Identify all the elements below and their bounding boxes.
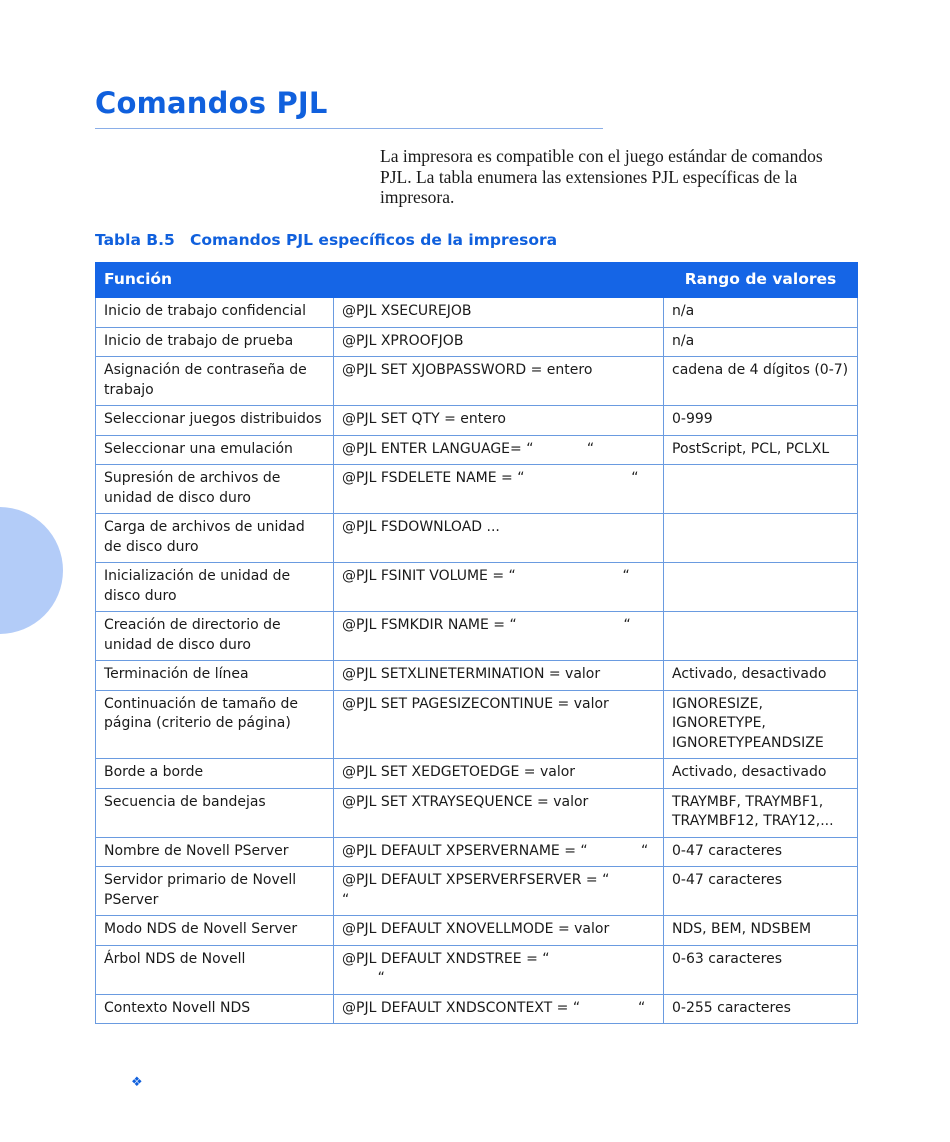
cell-funcion: Servidor primario de Novell PServer <box>96 867 334 916</box>
side-tab-circle <box>0 507 63 634</box>
cell-comando: @PJL XPROOFJOB <box>334 327 664 357</box>
title-rule <box>95 128 603 129</box>
cell-rango: 0-999 <box>664 406 858 436</box>
cell-funcion: Inicio de trabajo confidencial <box>96 298 334 328</box>
cell-rango <box>664 514 858 563</box>
cell-funcion: Carga de archivos de unidad de disco duro <box>96 514 334 563</box>
cell-funcion: Inicio de trabajo de prueba <box>96 327 334 357</box>
cell-funcion: Creación de directorio de unidad de disco duro <box>96 612 334 661</box>
cell-rango <box>664 563 858 612</box>
cell-funcion: Contexto Novell NDS <box>96 994 334 1024</box>
cell-rango: 0-63 caracteres <box>664 945 858 994</box>
cell-funcion: Continuación de tamaño de página (criterio de página) <box>96 690 334 759</box>
table-row <box>96 759 858 789</box>
cell-funcion: Secuencia de bandejas <box>96 788 334 837</box>
cell-funcion: Borde a borde <box>96 759 334 789</box>
cell-rango: 0-255 caracteres <box>664 994 858 1024</box>
cell-comando: @PJL SET QTY = entero <box>334 406 664 436</box>
cell-rango: Activado, desactivado <box>664 661 858 691</box>
cell-rango: n/a <box>664 327 858 357</box>
cell-comando: @PJL FSDOWNLOAD ... <box>334 514 664 563</box>
table-caption-text: Comandos PJL específicos de la impresora <box>190 231 558 249</box>
table-row <box>96 514 858 563</box>
table-row <box>96 465 858 514</box>
cell-comando: @PJL DEFAULT XNDSCONTEXT = “ “ <box>334 994 664 1024</box>
table-caption <box>95 231 557 249</box>
header-funcion: Función <box>96 263 334 298</box>
cell-funcion: Seleccionar juegos distribuidos <box>96 406 334 436</box>
cell-funcion: Modo NDS de Novell Server <box>96 916 334 946</box>
table-caption-number: Tabla B.5 <box>95 231 175 249</box>
table-row <box>96 867 858 916</box>
header-rango: Rango de valores <box>664 263 858 298</box>
cell-rango: 0-47 caracteres <box>664 837 858 867</box>
cell-rango: 0-47 caracteres <box>664 867 858 916</box>
cell-comando: @PJL FSINIT VOLUME = “ “ <box>334 563 664 612</box>
cell-funcion: Asignación de contraseña de trabajo <box>96 357 334 406</box>
cell-rango: IGNORESIZE, IGNORETYPE, IGNORETYPEANDSIZE <box>664 690 858 759</box>
table-row <box>96 661 858 691</box>
cell-comando: @PJL DEFAULT XNOVELLMODE = valor <box>334 916 664 946</box>
cell-funcion: Nombre de Novell PServer <box>96 837 334 867</box>
cell-funcion: Seleccionar una emulación <box>96 435 334 465</box>
cell-rango: TRAYMBF, TRAYMBF1, TRAYMBF12, TRAY12,... <box>664 788 858 837</box>
cell-funcion: Árbol NDS de Novell <box>96 945 334 994</box>
cell-funcion: Inicialización de unidad de disco duro <box>96 563 334 612</box>
cell-rango <box>664 612 858 661</box>
cell-comando: @PJL SET PAGESIZECONTINUE = valor <box>334 690 664 759</box>
cell-comando: @PJL DEFAULT XNDSTREE = “ “ <box>334 945 664 994</box>
cell-rango: Activado, desactivado <box>664 759 858 789</box>
diamond-bullet-icon: ❖ <box>131 1075 143 1090</box>
cell-comando: @PJL FSDELETE NAME = “ “ <box>334 465 664 514</box>
table-row <box>96 406 858 436</box>
cell-rango: cadena de 4 dígitos (0-7) <box>664 357 858 406</box>
cell-comando: @PJL SET XJOBPASSWORD = entero <box>334 357 664 406</box>
pjl-commands-table <box>95 262 858 1024</box>
table-row <box>96 994 858 1024</box>
table-row <box>96 563 858 612</box>
table-row <box>96 357 858 406</box>
cell-comando: @PJL DEFAULT XPSERVERFSERVER = “ “ <box>334 867 664 916</box>
cell-comando: @PJL SET XTRAYSEQUENCE = valor <box>334 788 664 837</box>
table-row <box>96 327 858 357</box>
table-header-row <box>96 263 858 298</box>
cell-rango <box>664 465 858 514</box>
table-row <box>96 837 858 867</box>
table-row <box>96 945 858 994</box>
page-title: Comandos PJL <box>95 86 328 120</box>
cell-comando: @PJL SETXLINETERMINATION = valor <box>334 661 664 691</box>
cell-funcion: Terminación de línea <box>96 661 334 691</box>
cell-comando: @PJL ENTER LANGUAGE= “ “ <box>334 435 664 465</box>
cell-rango: n/a <box>664 298 858 328</box>
table-row <box>96 435 858 465</box>
table-row <box>96 298 858 328</box>
cell-comando: @PJL FSMKDIR NAME = “ “ <box>334 612 664 661</box>
table-row <box>96 690 858 759</box>
cell-comando: @PJL SET XEDGETOEDGE = valor <box>334 759 664 789</box>
cell-funcion: Supresión de archivos de unidad de disco duro <box>96 465 334 514</box>
cell-rango: PostScript, PCL, PCLXL <box>664 435 858 465</box>
cell-rango: NDS, BEM, NDSBEM <box>664 916 858 946</box>
intro-paragraph: La impresora es compatible con el juego estándar de comandos PJL. La tabla enumera las extensiones PJL específicas de la impresora. <box>380 146 823 207</box>
table-row <box>96 612 858 661</box>
table-body <box>96 298 858 1024</box>
header-comando <box>334 263 664 298</box>
cell-comando: @PJL DEFAULT XPSERVERNAME = “ “ <box>334 837 664 867</box>
table-row <box>96 916 858 946</box>
table-row <box>96 788 858 837</box>
cell-comando: @PJL XSECUREJOB <box>334 298 664 328</box>
